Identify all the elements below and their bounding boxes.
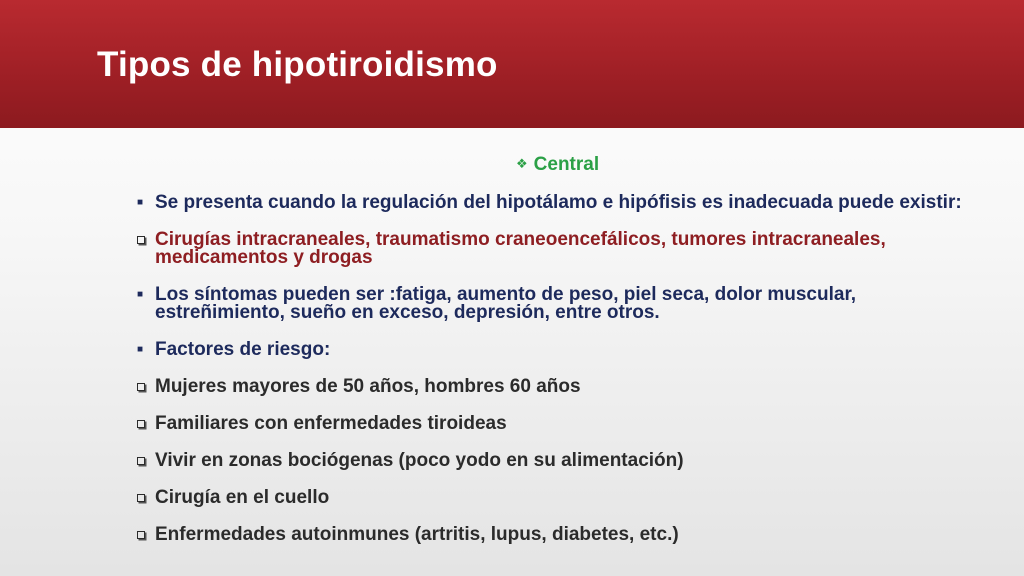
slide-title: Tipos de hipotiroidismo: [97, 45, 498, 84]
small-square-bullet-icon: ■: [137, 197, 144, 208]
hollow-square-bullet-icon: [137, 420, 145, 428]
list-item: Cirugías intracraneales, traumatismo craneoencefálicos, tumores intracraneales,: [155, 229, 886, 250]
hollow-square-bullet-icon: [137, 236, 145, 244]
list-item-continued: medicamentos y drogas: [155, 247, 373, 268]
list-item-continued: estreñimiento, sueño en exceso, depresión, entre otros.: [155, 302, 660, 323]
list-item: Cirugía en el cuello: [155, 487, 330, 508]
hollow-square-bullet-icon: [137, 531, 145, 539]
list-item: Enfermedades autoinmunes (artritis, lupus, diabetes, etc.): [155, 524, 679, 545]
subheading: [516, 155, 599, 175]
list-item: Se presenta cuando la regulación del hipotálamo e hipófisis es inadecuada puede existir:: [155, 192, 962, 213]
list-item: Factores de riesgo:: [155, 339, 331, 360]
list-item: Vivir en zonas bociógenas (poco yodo en su alimentación): [155, 450, 684, 471]
list-item: Familiares con enfermedades tiroideas: [155, 413, 507, 434]
list-item: Mujeres mayores de 50 años, hombres 60 años: [155, 376, 581, 397]
small-square-bullet-icon: ■: [137, 344, 144, 355]
hollow-square-bullet-icon: [137, 457, 145, 465]
list-item: Los síntomas pueden ser :fatiga, aumento de peso, piel seca, dolor muscular,: [155, 284, 857, 305]
hollow-square-bullet-icon: [137, 494, 145, 502]
hollow-square-bullet-icon: [137, 383, 145, 391]
subheading-label: Central: [533, 154, 600, 175]
small-square-bullet-icon: ■: [137, 289, 144, 300]
diamond-bullet-icon: ❖: [516, 156, 528, 171]
